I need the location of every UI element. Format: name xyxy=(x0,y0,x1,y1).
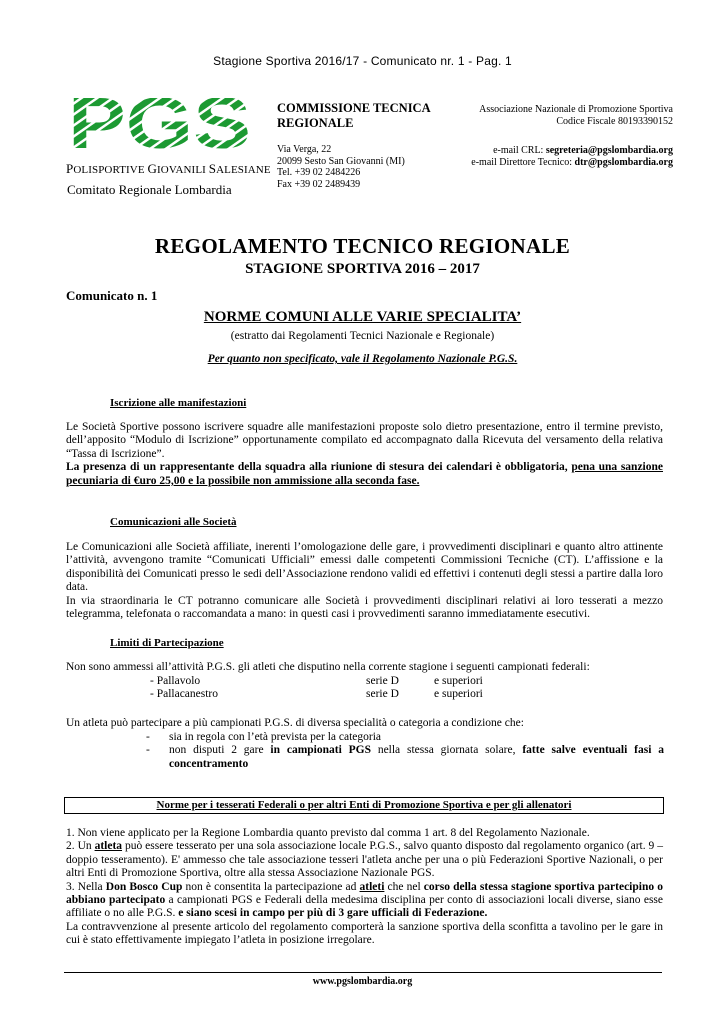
federali-text: 1. Non viene applicato per la Regione Lombardia quanto previsto dal comma 1 art. 8 del Regolamento Nazionale. 2. Un atleta può essere tesserato per una sola associazione locale P.G.S., salvo quanto disposto dal regolamento organico (art. 9 – doppio tesseramento). E' ammesso che tale associazione tesseri l'atleta anche per una o più Federazioni Sportive Nazionali, o per altri Enti di Promozione Sportiva, oltre alla stessa Associazione Nazionale PGS. 3. Nella Don Bosco Cup non è consentita la partecipazione ad atleti che nel corso della stessa stagione sportiva partecipino o abbiano partecipato a campionati PGS e Federali della medesima disciplina per conto di associazioni locali diverse, siano esse affiliate o no alle P.G.S. e siano scesi in campo per più di 3 gare ufficiali di Federazione. La contravvenzione al presente articolo del regolamento comporterà la sanzione sportiva della sconfitta a tavolino per le gare in cui è stato effettivamente impiegato l’atleta in posizione irregolare. xyxy=(66,827,663,947)
iscrizione-text: Le Società Sportive possono iscrivere squadre alle manifestazioni proposte solo dietro presentazione, entro il termine previsto, dell’apposito “Modulo di Iscrizione” opportunamente compilato ed accompagnato dalla Ricevuta del versamento della relativa “Tassa di Iscrizione”. La presenza di un rappresentante della squadra alla riunione di stesura dei calendari è obbligatoria, pena una sanzione pecuniaria di €uro 25,00 e la possibile non ammissione alla seconda fase. xyxy=(66,421,663,487)
condition-list xyxy=(146,731,664,771)
national-rule-note: Per quanto non specificato, vale il Regolamento Nazionale P.G.S. xyxy=(207,353,518,365)
commission-address: Via Verga, 22 20099 Sesto San Giovanni (MI) Tel. +39 02 2484226 Fax +39 02 2489439 xyxy=(277,144,405,190)
comunicato-number: Comunicato n. 1 xyxy=(66,288,158,303)
pgs-logo xyxy=(68,98,253,155)
section-heading-limiti: Limiti di Partecipazione xyxy=(110,637,224,649)
committee-name: Comitato Regionale Lombardia xyxy=(67,182,232,197)
limiti-intro: Non sono ammessi all’attività P.G.S. gli atleti che disputino nella corrente stagione i seguenti campionati federali: xyxy=(66,661,590,673)
list-item: - sia in regola con l’età prevista per la categoria xyxy=(146,731,382,743)
email-contacts: e-mail CRL: segreteria@pgslombardia.org e-mail Direttore Tecnico: dtr@pgslombardia.org xyxy=(471,145,673,168)
pgs-logo-graphic xyxy=(68,98,253,150)
footer-divider xyxy=(64,972,662,973)
list-item: - Pallavolo xyxy=(150,675,201,687)
list-item: serie D xyxy=(366,675,399,687)
list-item: serie D xyxy=(366,688,399,700)
logo-subtitle: POLISPORTIVE GIOVANILI SALESIANE xyxy=(66,161,271,176)
footer-url[interactable]: www.pgslombardia.org xyxy=(312,976,413,987)
list-item: e superiori xyxy=(434,675,483,687)
list-item: e superiori xyxy=(434,688,483,700)
federali-box-title: Norme per i tesserati Federali o per altri Enti di Promozione Sportiva e per gli allenatori xyxy=(64,797,664,814)
condition-intro: Un atleta può partecipare a più campionati P.G.S. di diversa specialità o categoria a condizione che: xyxy=(66,717,524,729)
email-link-crl[interactable]: segreteria@pgslombardia.org xyxy=(545,145,673,156)
comunicazioni-text: Le Comunicazioni alle Società affiliate, inerenti l’omologazione delle gare, i provvedimenti disciplinari e quanto altro attinente l’attività, avvengono tramite “Comunicati Ufficiali” emessi dalle competenti Commissioni Tecniche (CT). L’affissione e la disponibilità dei Comunicati presso le sedi dell’Associazione rendono validi ed effettivi i contenuti degli stessi a partire dalla loro data. In via straordinaria le CT potranno comunicare alle Società i provvedimenti disciplinari relativi ai loro tesserati a mezzo telegramma, telefonata o raccomandata a mano: in questi casi i provvedimenti saranno immediatamente esecutivi. xyxy=(66,541,663,621)
season-title: STAGIONE SPORTIVA 2016 – 2017 xyxy=(245,261,480,277)
page-header: Stagione Sportiva 2016/17 - Comunicato nr. 1 - Pag. 1 xyxy=(213,54,512,68)
list-item: - Pallacanestro xyxy=(150,688,219,700)
norme-subtitle: (estratto dai Regolamenti Tecnici Nazionale e Regionale) xyxy=(230,330,495,342)
list-item: - non disputi 2 gare in campionati PGS nella stessa giornata solare, fatte salve eventuali fasi a concentramento xyxy=(146,744,664,770)
norme-title: NORME COMUNI ALLE VARIE SPECIALITA’ xyxy=(203,309,522,325)
commission-title: COMMISSIONE TECNICA REGIONALE xyxy=(277,101,431,130)
email-link-director[interactable]: dtr@pgslombardia.org xyxy=(574,157,673,168)
pgs-logo-letters: PGS xyxy=(68,98,252,150)
section-heading-iscrizione: Iscrizione alle manifestazioni xyxy=(110,397,247,409)
document-title: REGOLAMENTO TECNICO REGIONALE xyxy=(154,234,571,258)
section-heading-comunicazioni: Comunicazioni alle Società xyxy=(110,516,237,528)
association-info: Associazione Nazionale di Promozione Sportiva Codice Fiscale 80193390152 xyxy=(479,104,673,127)
